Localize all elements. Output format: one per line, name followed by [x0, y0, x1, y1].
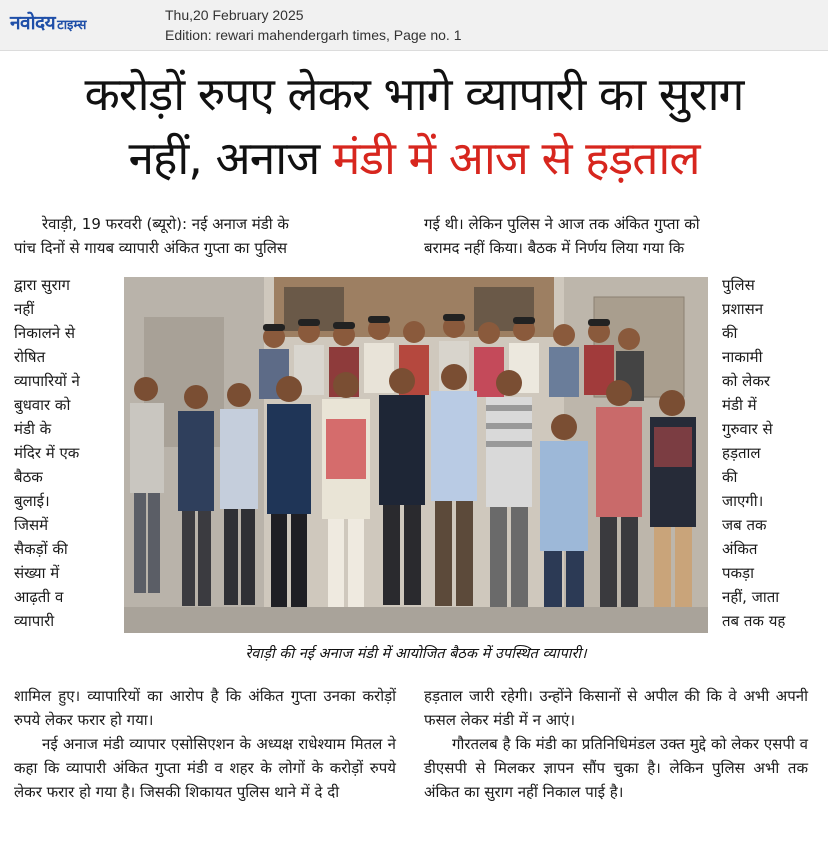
edition-info: Edition: rewari mahendergarh times, Page no. 1 [165, 27, 462, 43]
group-photo-illustration [124, 277, 708, 633]
right-narrow-line: को लेकर [722, 372, 770, 390]
right-narrow-line: की [722, 468, 738, 486]
newspaper-logo[interactable] [10, 9, 86, 33]
right-narrow-line: नाकामी [722, 348, 763, 366]
left-column-bottom [14, 684, 396, 804]
article-line: पांच दिनों से गायब व्यापारी अंकित गुप्ता का पुलिस [14, 239, 288, 257]
right-column-top [424, 212, 808, 260]
article-line: बरामद नहीं किया। बैठक में निर्णय लिया गया कि [424, 239, 685, 257]
left-narrow-line: व्यापारियों ने [14, 372, 80, 390]
left-narrow-line: मंडी के [14, 420, 52, 438]
left-narrow-line: द्वारा सुराग [14, 276, 70, 294]
right-narrow-line: मंडी में [722, 396, 757, 414]
article-line: गई थी। लेकिन पुलिस ने आज तक अंकित गुप्ता को [424, 215, 700, 233]
headline-line-2-red: मंडी में आज से हड़ताल [332, 131, 700, 185]
right-narrow-line: अंकित [722, 540, 758, 558]
logo-main-text: नवोदय [10, 12, 56, 34]
left-narrow-line: बुधवार को [14, 396, 71, 414]
right-narrow-line: पकड़ा [722, 564, 754, 582]
article-headline [0, 62, 828, 190]
edition-meta [165, 5, 462, 45]
article-paragraph: नई अनाज मंडी व्यापार एसोसिएशन के अध्यक्ष राधेश्याम मितल ने कहा कि व्यापारी अंकित गुप्ता मंडी व शहर के लोगों के करोड़ों रुपये लेकर फरार हो गया है। जिसकी शिकायत पुलिस थाने में दे दी [14, 735, 396, 801]
logo-sub-text: टाइम्स [57, 18, 87, 33]
right-narrow-column [722, 273, 810, 633]
right-column-bottom [424, 684, 808, 804]
headline-line-1: करोड़ों रुपए लेकर भागे व्यापारी का सुराग [84, 67, 744, 121]
article-paragraph: हड़ताल जारी रहेगी। उन्होंने किसानों से अपील की कि वे अभी अपनी फसल लेकर मंडी में न आएं। [424, 687, 808, 729]
headline-line-2-black: नहीं, अनाज [128, 131, 320, 185]
right-narrow-line: हड़ताल [722, 444, 761, 462]
right-narrow-line: जब तक [722, 516, 767, 534]
left-narrow-line: संख्या में [14, 564, 60, 582]
dateline-line: रेवाड़ी, 19 फरवरी (ब्यूरो): नई अनाज मंडी के [42, 215, 289, 233]
article-paragraph: गौरतलब है कि मंडी का प्रतिनिधिमंडल उक्त मुद्दे को लेकर एसपी व डीएसपी से मिलकर ज्ञापन सौंप चुका है। लेकिन पुलिस अभी तक अंकित का सुराग नहीं निकाल पाई है। [424, 735, 808, 801]
left-narrow-column [14, 273, 118, 633]
left-narrow-line: सैकड़ों की [14, 540, 68, 558]
left-narrow-line: निकालने से [14, 324, 76, 342]
masthead-bar [0, 0, 828, 51]
left-narrow-line: रोषित [14, 348, 46, 366]
left-narrow-line: आढ़ती व [14, 588, 64, 606]
left-narrow-line: जिसमें [14, 516, 49, 534]
right-narrow-line: तब तक यह [722, 612, 786, 630]
right-narrow-line: गुरुवार से [722, 420, 773, 438]
left-column-top [14, 212, 396, 260]
right-narrow-line: की [722, 324, 738, 342]
left-narrow-line: मंदिर में एक [14, 444, 80, 462]
article-paragraph: शामिल हुए। व्यापारियों का आरोप है कि अंकित गुप्ता उनका करोड़ों रुपये लेकर फरार हो गया। [14, 687, 396, 729]
left-narrow-line: बैठक [14, 468, 43, 486]
issue-date: Thu,20 February 2025 [165, 7, 304, 23]
right-narrow-line: प्रशासन [722, 300, 764, 318]
photo-caption: रेवाड़ी की नई अनाज मंडी में आयोजित बैठक में उपस्थित व्यापारी। [245, 646, 587, 662]
news-photo[interactable] [124, 277, 708, 633]
left-narrow-line: बुलाई। [14, 492, 50, 510]
left-narrow-line: व्यापारी [14, 612, 55, 630]
right-narrow-line: पुलिस [722, 276, 755, 294]
headline-line-2 [0, 126, 828, 190]
right-narrow-line: जाएगी। [722, 492, 764, 510]
left-narrow-line: नहीं [14, 300, 35, 318]
right-narrow-line: नहीं, जाता [722, 588, 780, 606]
